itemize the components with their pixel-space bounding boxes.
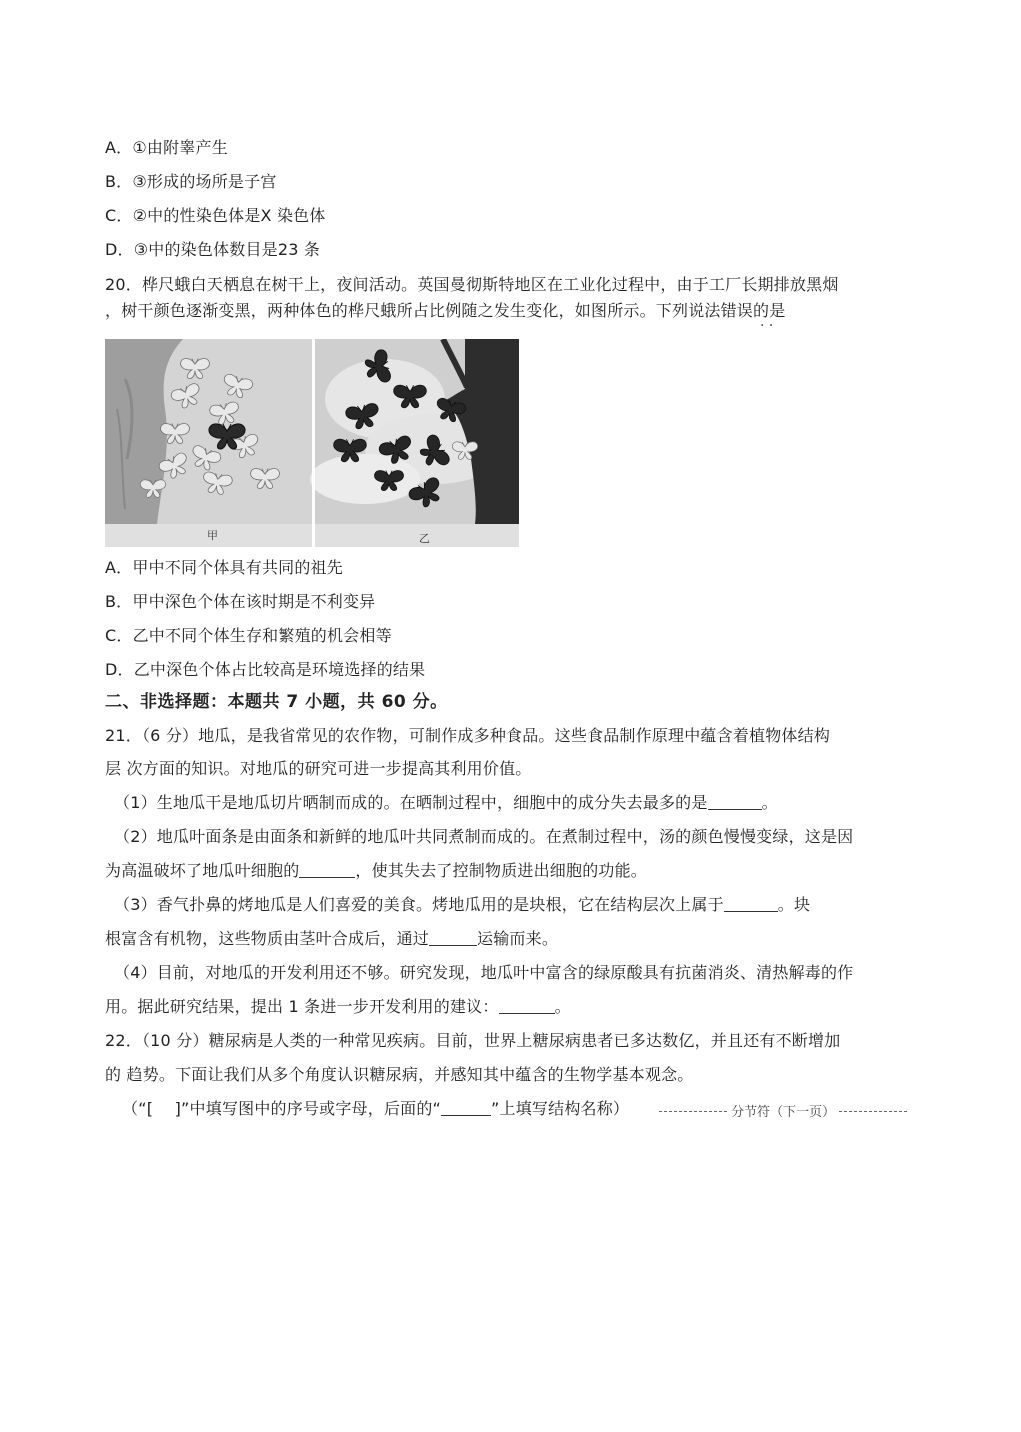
q20-option-d: D．乙中深色个体占比较高是环境选择的结果 xyxy=(105,660,426,679)
emphasis-marks: · · xyxy=(760,318,774,334)
q21-part3-text-d: 运输而来。 xyxy=(477,929,559,948)
q21-part3-text-b: 。块 xyxy=(777,895,811,914)
q20-stem-line1: 20．桦尺蛾白天栖息在树干上，夜间活动。英国曼彻斯特地区在工业化过程中，由于工厂长期排放黑烟 xyxy=(105,275,839,294)
q21-part1 xyxy=(114,792,778,814)
q21-part2-text-b: ，使其失去了控制物质进出细胞的功能。 xyxy=(355,861,648,880)
q19-option-b: B．③形成的场所是子宫 xyxy=(105,172,277,191)
figure-label-right: 乙 xyxy=(419,532,430,545)
answer-blank[interactable] xyxy=(429,931,477,946)
q21-part2-line2 xyxy=(105,860,647,882)
q22-note-text-a: （“[ ]”中填写图中的序号或字母，后面的“ xyxy=(122,1099,442,1118)
dashed-rule xyxy=(839,1111,907,1112)
q22-stem-line2: 的 趋势。下面让我们从多个角度认识糖尿病，并感知其中蕴含的生物学基本观念。 xyxy=(105,1065,694,1084)
q21-part3-line1 xyxy=(114,894,810,916)
q22-note xyxy=(122,1098,629,1120)
q21-part1-end: 。 xyxy=(761,793,778,812)
section-title: 二、非选择题：本题共 7 小题，共 60 分。 xyxy=(105,692,448,712)
q19-option-d: D．③中的染色体数目是23 条 xyxy=(105,240,321,259)
q21-part3-text-a: （3）香气扑鼻的烤地瓜是人们喜爱的美食。烤地瓜用的是块根，它在结构层次上属于 xyxy=(114,895,724,914)
q21-part1-text: （1）生地瓜干是地瓜切片晒制而成的。在晒制过程中，细胞中的成分失去最多的是 xyxy=(114,793,708,812)
answer-blank[interactable] xyxy=(299,863,355,878)
q22-note-text-b: ”上填写结构名称） xyxy=(491,1099,630,1118)
q21-part3-text-c: 根富含有机物，这些物质由茎叶合成后，通过 xyxy=(105,929,430,948)
answer-blank[interactable] xyxy=(708,795,762,810)
q21-stem-line1: 21．（6 分）地瓜，是我省常见的农作物，可制作成多种食品。这些食品制作原理中蕴含着植物体结构 xyxy=(105,726,831,745)
answer-blank xyxy=(441,1101,491,1116)
q22-stem-line1: 22．（10 分）糖尿病是人类的一种常见疾病。目前，世界上糖尿病患者已多达数亿，并且还有不断增加 xyxy=(105,1031,841,1050)
q20-stem-line2: ，树干颜色逐渐变黑，两种体色的桦尺蛾所占比例随之发生变化，如图所示。下列说法错误的是 xyxy=(105,301,786,320)
q21-stem-line2: 层 次方面的知识。对地瓜的研究可进一步提高其利用价值。 xyxy=(105,759,532,778)
q21-part4-line1: （4）目前，对地瓜的开发利用还不够。研究发现，地瓜叶中富含的绿原酸具有抗菌消炎、清热解毒的作 xyxy=(114,963,854,982)
section-break-marker xyxy=(659,1101,907,1120)
section-break-label: 分节符（下一页） xyxy=(731,1105,836,1120)
q20-option-b: B．甲中深色个体在该时期是不利变异 xyxy=(105,592,376,611)
q20-option-c: C．乙中不同个体生存和繁殖的机会相等 xyxy=(105,626,392,645)
q20-option-a: A．甲中不同个体具有共同的祖先 xyxy=(105,558,343,577)
figure-label-left: 甲 xyxy=(207,529,218,542)
q21-part2-line1: （2）地瓜叶面条是由面条和新鲜的地瓜叶共同煮制而成的。在煮制过程中，汤的颜色慢慢变绿，这是因 xyxy=(114,827,854,846)
q19-option-a: A．①由附睾产生 xyxy=(105,138,228,157)
answer-blank[interactable] xyxy=(499,999,555,1014)
q21-part4-text-a: 用。据此研究结果，提出 1 条进一步开发利用的建议： xyxy=(105,997,499,1016)
q21-part2-text-a: 为高温破坏了地瓜叶细胞的 xyxy=(105,861,300,880)
q21-part4-text-b: 。 xyxy=(554,997,571,1016)
moth-illustration xyxy=(105,339,519,547)
dashed-rule xyxy=(659,1111,727,1112)
moth-figure xyxy=(105,339,519,547)
q21-part4-line2 xyxy=(105,996,571,1018)
answer-blank[interactable] xyxy=(724,897,778,912)
q19-option-c: C．②中的性染色体是X 染色体 xyxy=(105,206,326,225)
q21-part3-line2 xyxy=(105,928,558,950)
